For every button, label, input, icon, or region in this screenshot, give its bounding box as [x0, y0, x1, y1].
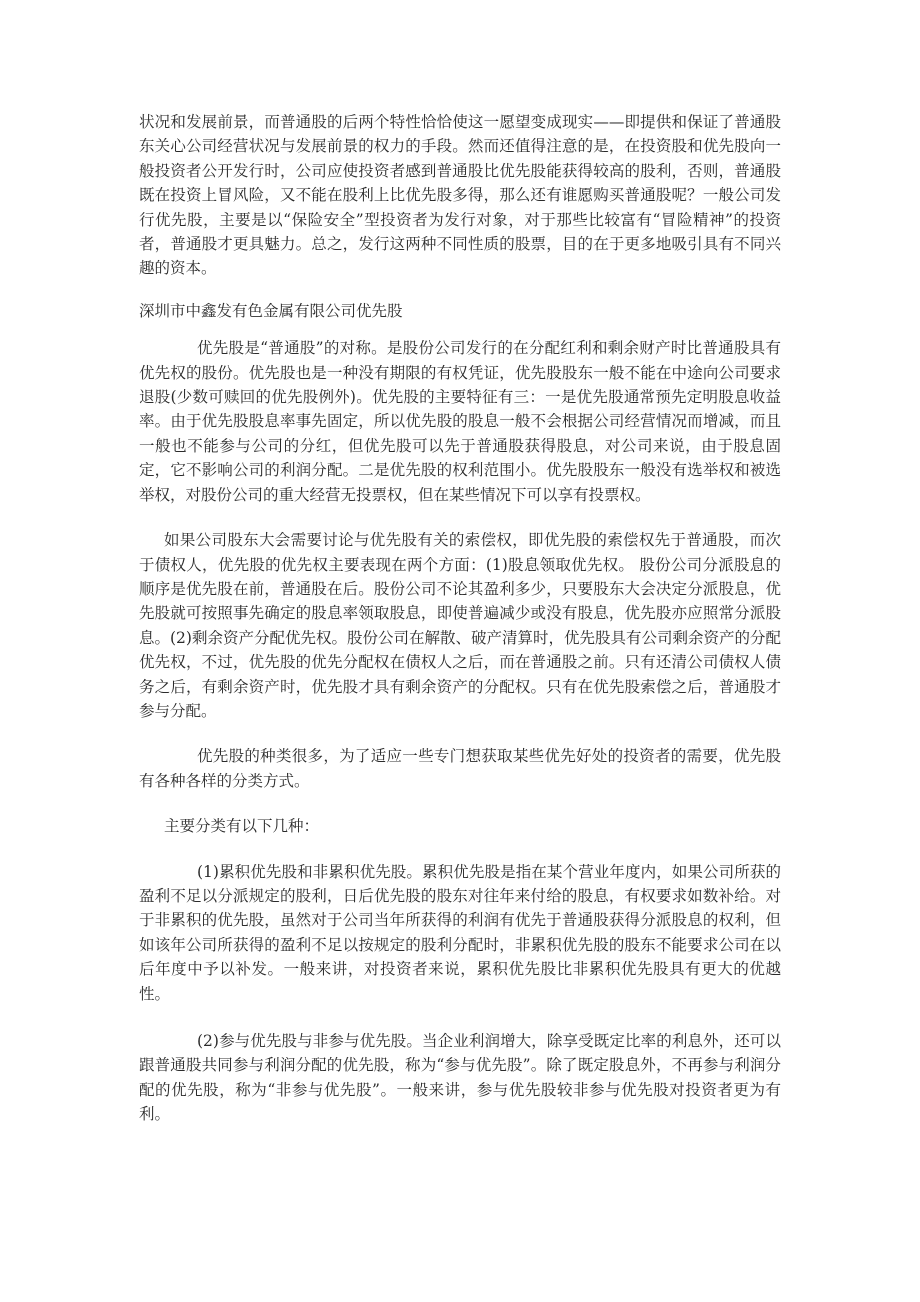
- paragraph-cumulative-preferred: (1)累积优先股和非累积优先股。累积优先股是指在某个营业年度内，如果公司所获的盈利不足以分派规定的股利，日后优先股的股东对往年来付给的股息，有权要求如数补给。对于非累积的优先股，虽然对于公司当年所获得的利润有优先于普通股获得分派股息的权利，但如该年公司所获得的盈利不足以按规定的股利分配时，非累积优先股的股东不能要求公司在以后年度中予以补发。一般来讲，对投资者来说，累积优先股比非累积优先股具有更大的优越性。: [139, 862, 781, 1003]
- paragraph-participating-preferred: (2)参与优先股与非参与优先股。当企业利润增大，除享受既定比率的利息外，还可以跟普通股共同参与利润分配的优先股，称为“参与优先股”。除了既定股息外，不再参与利润分配的优先股，称为“非参与优先股”。一般来讲，参与优先股较非参与优先股对投资者更为有利。: [139, 1032, 781, 1124]
- paragraph-preferred-definition: 优先股是“普通股”的对称。是股份公司发行的在分配红利和剩余财产时比普通股具有优先权的股份。优先股也是一种没有期限的有权凭证，优先股股东一般不能在中途向公司要求退股(少数可赎回的优先股例外)。优先股的主要特征有三：一是优先股通常预先定明股息收益率。由于优先股股息率事先固定，所以优先股的股息一般不会根据公司经营情况而增减，而且一般也不能参与公司的分红，但优先股可以先于普通股获得股息，对公司来说，由于股息固定，它不影响公司的利润分配。二是优先股的权利范围小。优先股股东一般没有选举权和被选举权，对股份公司的重大经营无投票权，但在某些情况下可以享有投票权。: [139, 339, 781, 504]
- document-page: [139, 110, 781, 1127]
- section-heading: 深圳市中鑫发有色金属有限公司优先股: [139, 301, 403, 320]
- paragraph-classification-intro: 主要分类有以下几种：: [164, 817, 320, 836]
- paragraph-common-stock-conclusion: 状况和发展前景，而普通股的后两个特性恰恰使这一愿望变成现实——即提供和保证了普通股东关心公司经营状况与发展前景的权力的手段。然而还值得注意的是，在投资股和优先股向一般投资者公开发行时，公司应使投资者感到普通股比优先股能获得较高的股利，否则，普通股既在投资上冒风险，又不能在股利上比优先股多得，那么还有谁愿购买普通股呢？一般公司发行优先股，主要是以“保险安全”型投资者为发行对象，对于那些比较富有“冒险精神”的投资者，普通股才更具魅力。总之，发行这两种不同性质的股票，目的在于更多地吸引具有不同兴趣的资本。: [139, 113, 781, 278]
- paragraph-preferred-types-intro: 优先股的种类很多，为了适应一些专门想获取某些优先好处的投资者的需要，优先股有各种各样的分类方式。: [139, 747, 781, 790]
- paragraph-preferred-priority: 如果公司股东大会需要讨论与优先股有关的索偿权，即优先股的索偿权先于普通股，而次于债权人，优先股的优先权主要表现在两个方面：(1)股息领取优先权。 股份公司分派股息的顺序是优先股在前，普通股在后。股份公司不论其盈利多少，只要股东大会决定分派股息，优先股就可按照事先确定的股息率领取股息，即使普遍减少或没有股息，优先股亦应照常分派股息。(2)剩余资产分配优先权。股份公司在解散、破产清算时，优先股具有公司剩余资产的分配优先权，不过，优先股的优先分配权在债权人之后，而在普通股之前。只有还清公司债权人债务之后，有剩余资产时，优先股才具有剩余资产的分配权。只有在优先股索偿之后，普通股才参与分配。: [139, 531, 781, 720]
